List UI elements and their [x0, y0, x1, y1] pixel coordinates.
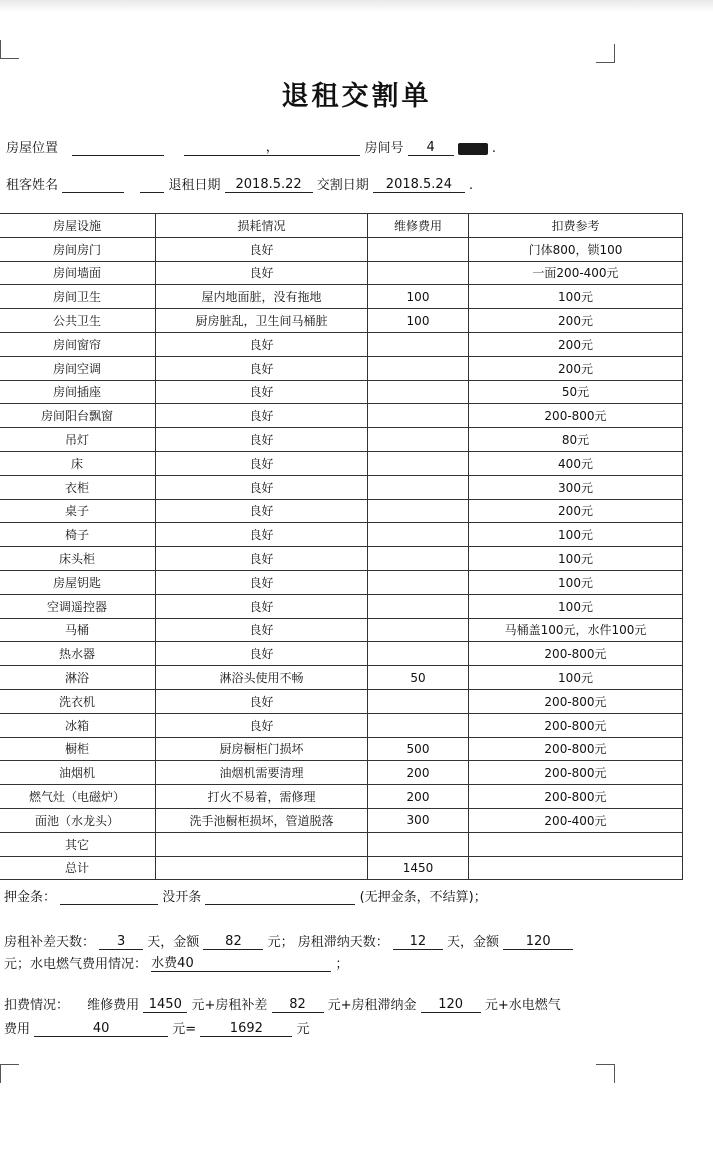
deduction-reference-cell: 200-800元: [469, 785, 683, 809]
repair-field[interactable]: [143, 997, 187, 1013]
deduction-reference-cell: 200元: [469, 499, 683, 523]
table-row: [0, 808, 683, 832]
table-row: [0, 666, 683, 690]
condition-cell: 良好: [156, 380, 368, 404]
yuan-sep: 元；: [267, 935, 294, 950]
facility-cell: 椅子: [0, 523, 156, 547]
short-days-field[interactable]: [99, 934, 143, 950]
condition-cell: 良好: [156, 689, 368, 713]
day-unit-2: 天，金额: [447, 935, 500, 950]
room-no-value: 4: [426, 140, 435, 155]
short-days-label: 房租补差天数：: [4, 935, 96, 950]
deduction-reference-cell: 200元: [469, 309, 683, 333]
deduction-reference-cell: 50元: [469, 380, 683, 404]
facility-cell: 油烟机: [0, 761, 156, 785]
table-row: [0, 332, 683, 356]
deduction-reference-cell: 80元: [469, 428, 683, 452]
handover-label: 交割日期: [316, 178, 369, 193]
tenant-field[interactable]: [62, 177, 124, 193]
total-value: 1692: [229, 1021, 263, 1036]
condition-cell: 洗手池橱柜损坏，管道脱落: [156, 808, 368, 832]
period: .: [491, 141, 497, 156]
plus-utility: 元+水电燃气: [484, 998, 561, 1013]
deduction-reference-cell: 300元: [469, 475, 683, 499]
deposit-label: 押金条：: [4, 890, 57, 905]
condition-cell: 良好: [156, 428, 368, 452]
deduction-reference-cell: 200-800元: [469, 642, 683, 666]
checkout-field[interactable]: [225, 177, 313, 193]
crop-mark-top-left: [0, 40, 19, 59]
condition-cell: 良好: [156, 261, 368, 285]
table-row: [0, 856, 683, 880]
condition-cell: 良好: [156, 475, 368, 499]
scan-top-edge: [0, 0, 713, 12]
repair-fee-cell: 50: [368, 666, 469, 690]
facilities-table: [0, 213, 683, 880]
facility-cell: 吊灯: [0, 428, 156, 452]
facility-cell: 衣柜: [0, 475, 156, 499]
deposit-field[interactable]: [60, 889, 158, 905]
table-row: [0, 309, 683, 333]
repair-fee-cell: 1450: [368, 856, 469, 880]
table-row: [0, 547, 683, 571]
redaction-mark: [458, 143, 488, 155]
repair-fee-cell: 200: [368, 785, 469, 809]
utility-fee-field[interactable]: [34, 1021, 168, 1037]
table-row: [0, 618, 683, 642]
repair-fee-cell: 100: [368, 309, 469, 333]
deduction-reference-cell: 200-400元: [469, 808, 683, 832]
condition-cell: 良好: [156, 594, 368, 618]
table-row: [0, 475, 683, 499]
table-row: [0, 261, 683, 285]
repair-fee-cell: [368, 523, 469, 547]
period: .: [469, 178, 474, 193]
table-row: [0, 737, 683, 761]
facility-cell: 橱柜: [0, 737, 156, 761]
deduction-reference-cell: [469, 832, 683, 856]
condition-cell: 良好: [156, 404, 368, 428]
location-field-2[interactable]: [184, 140, 360, 156]
utility-row: [4, 953, 348, 972]
room-no-field[interactable]: [408, 140, 454, 156]
tenant-label: 租客姓名: [6, 178, 59, 193]
repair-fee-cell: [368, 237, 469, 261]
utility-field[interactable]: [151, 956, 331, 972]
table-row: [0, 642, 683, 666]
deduction-reference-cell: 100元: [469, 594, 683, 618]
room-no-label: 房间号: [364, 141, 404, 156]
table-row: [0, 713, 683, 737]
short-value: 82: [289, 997, 306, 1012]
column-header: 扣费参考: [469, 214, 683, 238]
column-header: 房屋设施: [0, 214, 156, 238]
repair-value: 1450: [148, 997, 182, 1012]
facility-cell: 公共卫生: [0, 309, 156, 333]
plus-short: 元+房租补差: [191, 998, 268, 1013]
condition-cell: 良好: [156, 332, 368, 356]
condition-cell: 良好: [156, 237, 368, 261]
condition-cell: 良好: [156, 451, 368, 475]
late-days-label: 房租滞纳天数：: [297, 935, 389, 950]
deduction-reference-cell: 100元: [469, 547, 683, 571]
late-amount-field[interactable]: [503, 934, 573, 950]
repair-fee-cell: 300: [368, 808, 469, 832]
location-field-1[interactable]: [72, 140, 164, 156]
table-row: [0, 285, 683, 309]
repair-fee-cell: 200: [368, 761, 469, 785]
facility-cell: 冰箱: [0, 713, 156, 737]
deduction-row: [4, 994, 561, 1013]
deduction-reference-cell: 100元: [469, 666, 683, 690]
repair-fee-cell: [368, 380, 469, 404]
facility-cell: 床头柜: [0, 547, 156, 571]
table-row: [0, 451, 683, 475]
facility-cell: 床: [0, 451, 156, 475]
facility-cell: 房屋钥匙: [0, 570, 156, 594]
repair-label: 维修费用: [87, 998, 140, 1013]
utility-fee-value: 40: [92, 1021, 110, 1036]
repair-fee-cell: [368, 689, 469, 713]
condition-cell: 油烟机需要清理: [156, 761, 368, 785]
repair-fee-cell: [368, 570, 469, 594]
short-field[interactable]: [272, 997, 324, 1013]
facility-cell: 房间阳台飘窗: [0, 404, 156, 428]
facility-cell: 空调遥控器: [0, 594, 156, 618]
facility-cell: 房间房门: [0, 237, 156, 261]
repair-fee-cell: [368, 451, 469, 475]
facility-cell: 洗衣机: [0, 689, 156, 713]
handover-value: 2018.5.24: [385, 177, 452, 192]
table-row: [0, 761, 683, 785]
facility-cell: 马桶: [0, 618, 156, 642]
table-row: [0, 570, 683, 594]
deduction-reference-cell: 100元: [469, 523, 683, 547]
crop-mark-bottom-right: [596, 1064, 615, 1083]
equals-label: 元=: [172, 1022, 197, 1037]
handover-field[interactable]: [373, 177, 465, 193]
deposit-row: [4, 886, 487, 905]
condition-cell: 良好: [156, 523, 368, 547]
deduction-total-row: [4, 1018, 310, 1037]
deduction-reference-cell: 100元: [469, 570, 683, 594]
late-days-value: 12: [409, 934, 427, 949]
utility-value: 水费40: [151, 956, 194, 971]
facility-cell: 桌子: [0, 499, 156, 523]
late-value: 120: [438, 997, 464, 1012]
deduction-reference-cell: [469, 856, 683, 880]
facility-cell: 房间窗帘: [0, 332, 156, 356]
table-row: [0, 356, 683, 380]
no-bill-label: 没开条: [162, 890, 202, 905]
table-row: [0, 499, 683, 523]
condition-cell: 屋内地面脏，没有拖地: [156, 285, 368, 309]
late-field[interactable]: [421, 997, 481, 1013]
condition-cell: [156, 832, 368, 856]
facility-cell: 房间插座: [0, 380, 156, 404]
deduction-reference-cell: 100元: [469, 285, 683, 309]
utility-label: 水电燃气费用情况：: [30, 957, 148, 972]
condition-cell: 打火不易着，需修理: [156, 785, 368, 809]
repair-fee-cell: [368, 356, 469, 380]
yuan-label: 元: [296, 1022, 310, 1037]
repair-fee-cell: [368, 332, 469, 356]
condition-cell: 良好: [156, 356, 368, 380]
deduction-reference-cell: 一面200-400元: [469, 261, 683, 285]
facility-cell: 其它: [0, 832, 156, 856]
fee-label: 费用: [4, 1022, 31, 1037]
tenant-field-2[interactable]: [140, 177, 164, 193]
short-days-value: 3: [117, 934, 126, 949]
repair-fee-cell: [368, 547, 469, 571]
repair-fee-cell: [368, 499, 469, 523]
table-row: [0, 380, 683, 404]
facility-cell: 燃气灶（电磁炉）: [0, 785, 156, 809]
condition-cell: 淋浴头使用不畅: [156, 666, 368, 690]
facility-cell: 房间墙面: [0, 261, 156, 285]
table-row: [0, 428, 683, 452]
utility-end: ；: [335, 957, 349, 972]
deposit-note: (无押金条，不结算)；: [359, 890, 487, 905]
dates-row: [6, 174, 473, 193]
condition-cell: 良好: [156, 499, 368, 523]
checkout-value: 2018.5.22: [235, 177, 302, 192]
deduction-reference-cell: 200元: [469, 332, 683, 356]
condition-cell: [156, 856, 368, 880]
condition-cell: 良好: [156, 618, 368, 642]
table-row: [0, 832, 683, 856]
document-title: 退租交割单: [281, 81, 432, 112]
deduction-reference-cell: 400元: [469, 451, 683, 475]
deduction-label: 扣费情况：: [4, 998, 70, 1013]
repair-fee-cell: [368, 261, 469, 285]
deduction-reference-cell: 门体800，锁100: [469, 237, 683, 261]
location-separator: ，: [265, 140, 279, 155]
plus-late: 元+房租滞纳金: [327, 998, 417, 1013]
facility-cell: 面池（水龙头）: [0, 808, 156, 832]
column-header: 维修费用: [368, 214, 469, 238]
condition-cell: 厨房橱柜门损坏: [156, 737, 368, 761]
condition-cell: 厨房脏乱，卫生间马桶脏: [156, 309, 368, 333]
crop-mark-top-right: [596, 44, 615, 63]
deduction-reference-cell: 200-800元: [469, 737, 683, 761]
repair-fee-cell: [368, 404, 469, 428]
facility-cell: 房间空调: [0, 356, 156, 380]
table-row: [0, 689, 683, 713]
repair-fee-cell: [368, 618, 469, 642]
repair-fee-cell: [368, 475, 469, 499]
facility-cell: 总计: [0, 856, 156, 880]
table-body: [0, 237, 683, 880]
short-amount-value: 82: [225, 934, 242, 949]
location-label: 房屋位置: [6, 141, 59, 156]
utility-prefix: 元；: [4, 957, 31, 972]
repair-fee-cell: 500: [368, 737, 469, 761]
repair-fee-cell: [368, 428, 469, 452]
deduction-reference-cell: 200元: [469, 356, 683, 380]
condition-cell: 良好: [156, 547, 368, 571]
day-unit-1: 天，金额: [147, 935, 200, 950]
repair-fee-cell: [368, 594, 469, 618]
total-field[interactable]: [200, 1021, 292, 1037]
column-header: 损耗情况: [156, 214, 368, 238]
table-header-row: [0, 214, 683, 238]
table-row: [0, 785, 683, 809]
facility-cell: 房间卫生: [0, 285, 156, 309]
table-row: [0, 594, 683, 618]
no-bill-field[interactable]: [205, 889, 355, 905]
location-row: [6, 137, 496, 156]
condition-cell: 良好: [156, 713, 368, 737]
deduction-reference-cell: 200-800元: [469, 404, 683, 428]
facility-cell: 热水器: [0, 642, 156, 666]
table-row: [0, 404, 683, 428]
deduction-reference-cell: 马桶盖100元，水件100元: [469, 618, 683, 642]
repair-fee-cell: [368, 642, 469, 666]
short-amount-field[interactable]: [203, 934, 263, 950]
rent-row: [4, 931, 573, 950]
repair-fee-cell: 100: [368, 285, 469, 309]
condition-cell: 良好: [156, 570, 368, 594]
checkout-label: 退租日期: [168, 178, 221, 193]
deduction-reference-cell: 200-800元: [469, 713, 683, 737]
deduction-reference-cell: 200-800元: [469, 761, 683, 785]
crop-mark-bottom-left: [0, 1064, 19, 1083]
repair-fee-cell: [368, 832, 469, 856]
facility-cell: 淋浴: [0, 666, 156, 690]
late-amount-value: 120: [525, 934, 551, 949]
late-days-field[interactable]: [393, 934, 443, 950]
repair-fee-cell: [368, 713, 469, 737]
table-row: [0, 237, 683, 261]
table-row: [0, 523, 683, 547]
deduction-reference-cell: 200-800元: [469, 689, 683, 713]
condition-cell: 良好: [156, 642, 368, 666]
